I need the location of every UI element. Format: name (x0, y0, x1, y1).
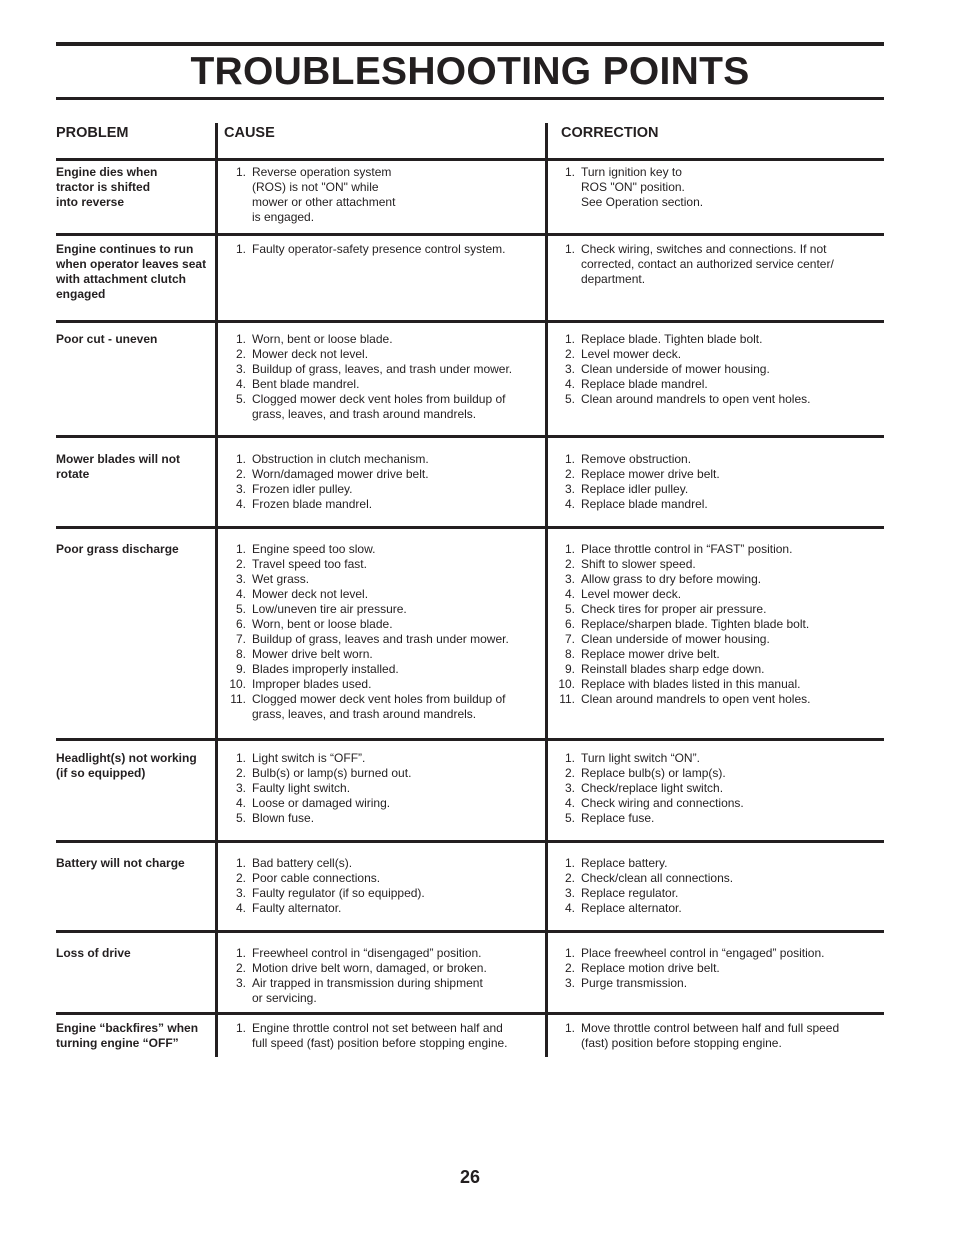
correction-list (551, 165, 881, 210)
problem-text: Mower blades will not rotate (56, 452, 181, 481)
cause-item (222, 332, 540, 347)
header-problem: PROBLEM (56, 125, 129, 141)
item-text: Turn light switch “ON”. (581, 751, 700, 765)
cause-item (222, 811, 540, 826)
correction-item (551, 572, 881, 587)
item-text: Engine throttle control not set between half and full speed (fast) position before stopping engine. (252, 1021, 508, 1050)
problem-text: Poor cut - uneven (56, 332, 158, 346)
correction-item (551, 617, 881, 632)
item-text: Replace blade mandrel. (581, 377, 708, 391)
correction-item (551, 811, 881, 826)
item-number: 3. (564, 362, 575, 376)
item-text: Clean underside of mower housing. (581, 632, 770, 646)
cause-item (222, 632, 540, 647)
cause-list (222, 332, 540, 422)
item-text: Replace idler pulley. (581, 482, 689, 496)
correction-item (551, 482, 881, 497)
item-text: Light switch is “OFF”. (252, 751, 366, 765)
item-text: Clean underside of mower housing. (581, 362, 770, 376)
correction-item (551, 377, 881, 392)
item-text: Mower drive belt worn. (252, 647, 373, 661)
item-text: Check wiring and connections. (581, 796, 744, 810)
item-number: 1. (235, 1021, 246, 1035)
item-text: Level mower deck. (581, 587, 682, 601)
item-text: Blown fuse. (252, 811, 315, 825)
item-text: Motion drive belt worn, damaged, or broken. (252, 961, 487, 975)
cause-item (222, 392, 540, 422)
problem-text: Headlight(s) not working (if so equipped) (56, 751, 197, 780)
item-text: Reverse operation system (ROS) is not "ON" while mower or other attachment is engaged. (252, 165, 396, 224)
problem-text: Poor grass discharge (56, 542, 179, 556)
item-text: Place throttle control in “FAST” position. (581, 542, 793, 556)
correction-item (551, 961, 881, 976)
item-text: Replace with blades listed in this manual. (581, 677, 801, 691)
item-number: 10. (558, 677, 575, 691)
item-text: Replace bulb(s) or lamp(s). (581, 766, 726, 780)
page-number: 26 (459, 1167, 481, 1187)
item-number: 1. (235, 165, 246, 179)
cause-item (222, 467, 540, 482)
item-number: 9. (564, 662, 575, 676)
item-text: Poor cable connections. (252, 871, 381, 885)
item-text: Frozen idler pulley. (252, 482, 353, 496)
correction-item (551, 692, 881, 707)
item-number: 3. (235, 362, 246, 376)
cause-item (222, 242, 540, 257)
item-number: 2. (564, 557, 575, 571)
problem-text: Loss of drive (56, 946, 131, 960)
item-text: Freewheel control in “disengaged” position. (252, 946, 482, 960)
correction-item (551, 781, 881, 796)
item-number: 2. (235, 467, 246, 481)
item-text: Replace/sharpen blade. Tighten blade bolt. (581, 617, 810, 631)
item-text: Remove obstruction. (581, 452, 692, 466)
correction-item (551, 677, 881, 692)
correction-item (551, 976, 881, 991)
correction-item (551, 347, 881, 362)
item-number: 3. (235, 781, 246, 795)
cause-list (222, 242, 540, 257)
correction-list (551, 1021, 881, 1051)
cause-item (222, 617, 540, 632)
item-number: 1. (235, 242, 246, 256)
item-text: Faulty alternator. (252, 901, 342, 915)
correction-item (551, 602, 881, 617)
row-divider (56, 526, 884, 529)
item-number: 1. (564, 452, 575, 466)
correction-item (551, 242, 881, 287)
item-number: 2. (235, 766, 246, 780)
cause-item (222, 961, 540, 976)
item-text: Travel speed too fast. (252, 557, 367, 571)
cause-item (222, 452, 540, 467)
item-number: 1. (235, 751, 246, 765)
item-number: 1. (564, 165, 575, 179)
item-text: Engine speed too slow. (252, 542, 376, 556)
item-number: 6. (235, 617, 246, 631)
cause-item (222, 692, 540, 722)
correction-list (551, 242, 881, 287)
item-number: 7. (235, 632, 246, 646)
cause-item (222, 677, 540, 692)
item-text: Low/uneven tire air pressure. (252, 602, 407, 616)
header-cause: CAUSE (224, 125, 275, 141)
row-divider (56, 1012, 884, 1015)
cause-list (222, 165, 540, 225)
correction-item (551, 751, 881, 766)
cause-item (222, 377, 540, 392)
cause-list (222, 452, 540, 512)
header-correction: CORRECTION (561, 125, 659, 141)
item-number: 2. (564, 347, 575, 361)
item-number: 3. (564, 886, 575, 900)
correction-item (551, 796, 881, 811)
cause-item (222, 482, 540, 497)
item-number: 3. (564, 572, 575, 586)
item-number: 3. (564, 976, 575, 990)
item-number: 1. (564, 332, 575, 346)
item-text: Buildup of grass, leaves, and trash under mower. (252, 362, 513, 376)
item-text: Obstruction in clutch mechanism. (252, 452, 429, 466)
row-divider (56, 738, 884, 741)
item-number: 1. (235, 946, 246, 960)
item-number: 1. (235, 542, 246, 556)
item-number: 3. (235, 886, 246, 900)
item-number: 11. (230, 692, 246, 706)
cause-item (222, 662, 540, 677)
item-number: 2. (564, 871, 575, 885)
item-number: 1. (564, 751, 575, 765)
cause-item (222, 781, 540, 796)
item-number: 1. (235, 856, 246, 870)
correction-item (551, 662, 881, 677)
cause-list (222, 1021, 540, 1051)
cause-item (222, 557, 540, 572)
item-number: 1. (564, 856, 575, 870)
item-number: 4. (235, 587, 246, 601)
item-text: Clean around mandrels to open vent holes. (581, 692, 811, 706)
correction-item (551, 557, 881, 572)
item-number: 2. (564, 766, 575, 780)
item-text: Loose or damaged wiring. (252, 796, 391, 810)
item-text: Replace mower drive belt. (581, 647, 720, 661)
item-text: Replace battery. (581, 856, 668, 870)
cause-item (222, 976, 540, 1006)
correction-item (551, 542, 881, 557)
item-number: 4. (235, 497, 246, 511)
correction-item (551, 1021, 881, 1051)
item-text: Turn ignition key to ROS "ON" position. See Operation section. (581, 165, 704, 209)
item-number: 3. (564, 482, 575, 496)
item-text: Frozen blade mandrel. (252, 497, 373, 511)
item-text: Place freewheel control in “engaged” position. (581, 946, 825, 960)
correction-item (551, 871, 881, 886)
item-text: Purge transmission. (581, 976, 688, 990)
item-text: Mower deck not level. (252, 587, 369, 601)
item-number: 5. (235, 392, 246, 406)
item-text: Bad battery cell(s). (252, 856, 353, 870)
item-number: 5. (564, 392, 575, 406)
item-number: 11. (559, 692, 575, 706)
item-text: Faulty operator-safety presence control system. (252, 242, 506, 256)
page-title: TROUBLESHOOTING POINTS (190, 50, 750, 93)
column-divider (545, 123, 548, 1057)
item-number: 4. (235, 796, 246, 810)
item-text: Check/replace light switch. (581, 781, 724, 795)
item-text: Clean around mandrels to open vent holes. (581, 392, 811, 406)
correction-item (551, 587, 881, 602)
item-text: Faulty light switch. (252, 781, 351, 795)
item-text: Reinstall blades sharp edge down. (581, 662, 765, 676)
row-divider (56, 930, 884, 933)
item-number: 4. (564, 587, 575, 601)
correction-item (551, 497, 881, 512)
item-text: Worn/damaged mower drive belt. (252, 467, 429, 481)
item-number: 2. (235, 557, 246, 571)
item-number: 4. (564, 497, 575, 511)
cause-list (222, 542, 540, 722)
item-text: Move throttle control between half and full speed (fast) position before stopping engine. (581, 1021, 840, 1050)
cause-item (222, 165, 540, 225)
row-divider (56, 840, 884, 843)
item-text: Level mower deck. (581, 347, 682, 361)
cause-item (222, 901, 540, 916)
correction-item (551, 946, 881, 961)
correction-list (551, 946, 881, 991)
problem-text: Engine dies when tractor is shifted into reverse (56, 165, 158, 209)
item-number: 2. (564, 961, 575, 975)
item-text: Shift to slower speed. (581, 557, 696, 571)
item-number: 1. (235, 332, 246, 346)
item-number: 1. (564, 1021, 575, 1035)
item-number: 3. (235, 572, 246, 586)
item-text: Improper blades used. (252, 677, 372, 691)
item-text: Faulty regulator (if so equipped). (252, 886, 425, 900)
cause-item (222, 602, 540, 617)
cause-list (222, 751, 540, 826)
cause-item (222, 347, 540, 362)
item-number: 5. (235, 602, 246, 616)
item-number: 10. (229, 677, 246, 691)
item-text: Blades improperly installed. (252, 662, 399, 676)
cause-item (222, 572, 540, 587)
item-text: Clogged mower deck vent holes from buildup of grass, leaves, and trash around mandrels. (252, 692, 506, 721)
correction-list (551, 856, 881, 916)
item-number: 4. (235, 901, 246, 915)
item-text: Replace blade mandrel. (581, 497, 708, 511)
cause-item (222, 946, 540, 961)
item-text: Check tires for proper air pressure. (581, 602, 767, 616)
item-number: 4. (235, 377, 246, 391)
correction-item (551, 392, 881, 407)
cause-item (222, 886, 540, 901)
cause-item (222, 647, 540, 662)
item-text: Bulb(s) or lamp(s) burned out. (252, 766, 412, 780)
cause-item (222, 796, 540, 811)
item-number: 9. (235, 662, 246, 676)
item-text: Buildup of grass, leaves and trash under mower. (252, 632, 509, 646)
correction-item (551, 362, 881, 377)
problem-text: Engine “backfires” when turning engine “OFF” (56, 1021, 199, 1050)
title-bottom-rule (56, 97, 884, 100)
item-number: 3. (235, 976, 246, 990)
item-number: 5. (235, 811, 246, 825)
item-number: 8. (564, 647, 575, 661)
cause-list (222, 856, 540, 916)
item-text: Mower deck not level. (252, 347, 369, 361)
item-text: Wet grass. (252, 572, 310, 586)
item-text: Replace motion drive belt. (581, 961, 720, 975)
item-text: Worn, bent or loose blade. (252, 617, 393, 631)
correction-item (551, 632, 881, 647)
cause-item (222, 587, 540, 602)
item-number: 2. (235, 871, 246, 885)
correction-item (551, 766, 881, 781)
correction-item (551, 165, 881, 210)
correction-item (551, 901, 881, 916)
cause-item (222, 871, 540, 886)
item-number: 1. (564, 946, 575, 960)
item-number: 1. (564, 242, 575, 256)
row-divider (56, 233, 884, 236)
row-divider (56, 320, 884, 323)
correction-item (551, 467, 881, 482)
problem-text: Engine continues to run when operator leaves seat with attachment clutch engaged (56, 242, 207, 301)
item-text: Check/clean all connections. (581, 871, 734, 885)
item-text: Clogged mower deck vent holes from buildup of grass, leaves, and trash around mandrels. (252, 392, 506, 421)
item-number: 3. (564, 781, 575, 795)
item-number: 4. (564, 796, 575, 810)
cause-item (222, 542, 540, 557)
correction-list (551, 332, 881, 407)
item-text: Replace mower drive belt. (581, 467, 720, 481)
cause-item (222, 1021, 540, 1051)
problem-text: Battery will not charge (56, 856, 185, 870)
item-text: Replace alternator. (581, 901, 682, 915)
cause-item (222, 856, 540, 871)
correction-item (551, 886, 881, 901)
correction-item (551, 647, 881, 662)
item-text: Bent blade mandrel. (252, 377, 360, 391)
item-number: 4. (564, 377, 575, 391)
item-text: Worn, bent or loose blade. (252, 332, 393, 346)
item-number: 8. (235, 647, 246, 661)
item-number: 2. (235, 347, 246, 361)
item-text: Replace blade. Tighten blade bolt. (581, 332, 763, 346)
cause-item (222, 362, 540, 377)
item-number: 3. (235, 482, 246, 496)
row-divider (56, 158, 884, 161)
item-number: 1. (564, 542, 575, 556)
correction-item (551, 452, 881, 467)
item-number: 5. (564, 811, 575, 825)
cause-item (222, 751, 540, 766)
item-text: Replace regulator. (581, 886, 679, 900)
row-divider (56, 435, 884, 438)
item-text: Replace fuse. (581, 811, 655, 825)
item-number: 7. (564, 632, 575, 646)
cause-list (222, 946, 540, 1006)
title-top-rule (56, 42, 884, 46)
correction-list (551, 542, 881, 707)
item-text: Allow grass to dry before mowing. (581, 572, 762, 586)
correction-item (551, 856, 881, 871)
cause-item (222, 766, 540, 781)
item-number: 1. (235, 452, 246, 466)
item-text: Check wiring, switches and connections. If not corrected, contact an authorized service center/ department. (581, 242, 834, 286)
item-number: 5. (564, 602, 575, 616)
item-number: 4. (564, 901, 575, 915)
item-text: Air trapped in transmission during shipment or servicing. (252, 976, 483, 1005)
correction-list (551, 751, 881, 826)
cause-item (222, 497, 540, 512)
item-number: 2. (564, 467, 575, 481)
correction-list (551, 452, 881, 512)
item-number: 2. (235, 961, 246, 975)
item-number: 6. (564, 617, 575, 631)
correction-item (551, 332, 881, 347)
